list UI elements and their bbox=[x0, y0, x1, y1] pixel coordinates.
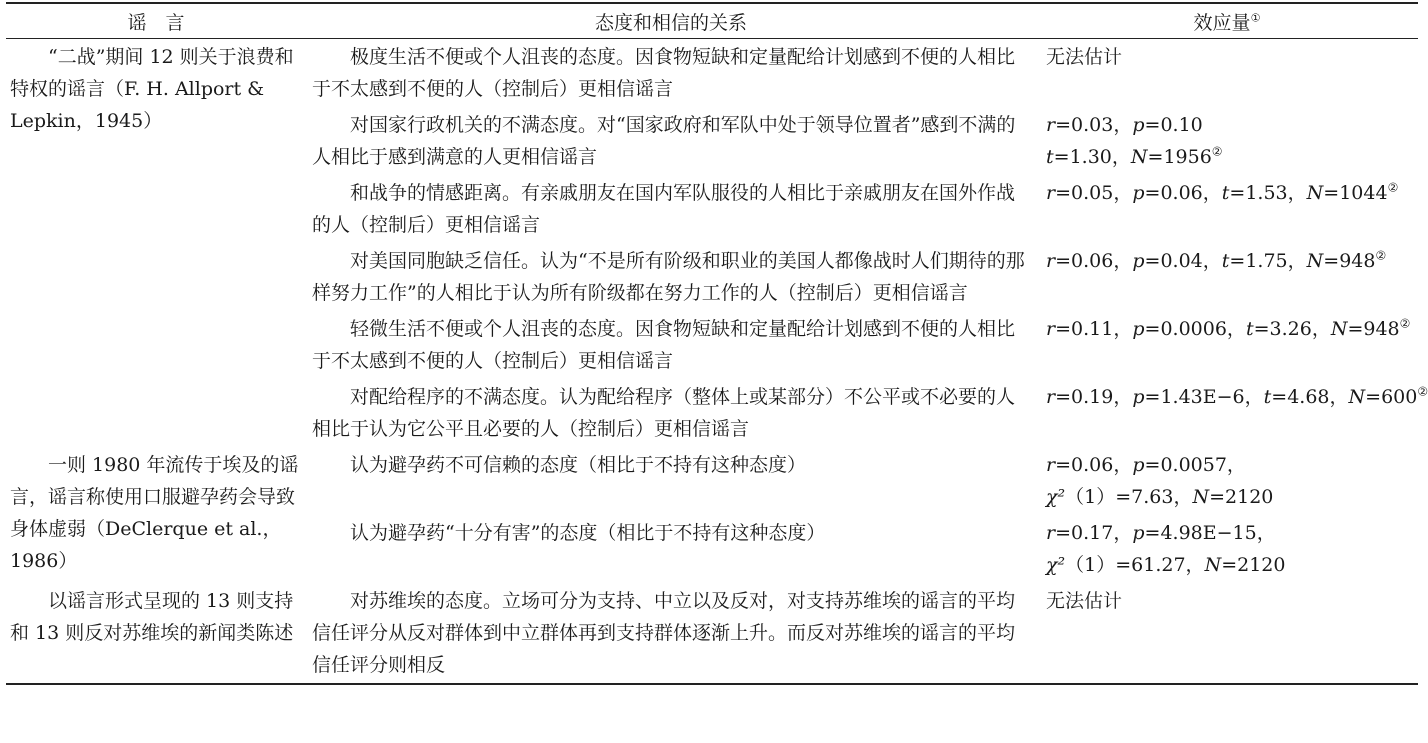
rumor-source-cell: 一则 1980 年流传于埃及的谣言，谣言称使用口服避孕药会导致身体虚弱（DeClerque et al.，1986） bbox=[10, 454, 299, 572]
effect-size-cell: r=0.06，p=0.0057， χ²（1）=7.63，N=2120 bbox=[1046, 454, 1274, 508]
p-label: p bbox=[1132, 182, 1145, 204]
r-label: r bbox=[1046, 250, 1056, 272]
relation-cell: 认为避孕药“十分有害”的态度（相比于不持有这种态度） bbox=[350, 522, 826, 544]
t-label: t bbox=[1245, 318, 1254, 340]
p-value: 0.10 bbox=[1160, 114, 1203, 136]
relation-cell: 对苏维埃的态度。立场可分为支持、中立以及反对，对支持苏维埃的谣言的平均信任评分从反对群体到中立群体再到支持群体逐渐上升。而反对苏维埃的谣言的平均信任评分则相反 bbox=[312, 590, 1016, 676]
table-row bbox=[6, 39, 1418, 107]
bottom-rule bbox=[6, 683, 1418, 685]
relation-cell: 和战争的情感距离。有亲戚朋友在国内军队服役的人相比于亲戚朋友在国外作战的人（控制后）更相信谣言 bbox=[312, 182, 1016, 236]
p-value: 0.04 bbox=[1160, 250, 1203, 272]
p-label: p bbox=[1132, 250, 1145, 272]
effect-size-cell: r=0.11，p=0.0006，t=3.26，N=948② bbox=[1046, 316, 1411, 340]
rumor-attitude-table bbox=[6, 0, 1428, 685]
r-label: r bbox=[1046, 386, 1056, 408]
effect-text: 无法估计 bbox=[1046, 590, 1123, 612]
effect-size-cell: r=0.17，p=4.98E−15， χ²（1）=61.27，N=2120 bbox=[1046, 522, 1286, 576]
r-value: 0.06 bbox=[1071, 250, 1114, 272]
n-label: N bbox=[1192, 486, 1210, 508]
p-value: 0.0057 bbox=[1160, 454, 1227, 476]
note-mark: ② bbox=[1375, 248, 1387, 263]
effect-size-cell: r=0.19，p=1.43E−6，t=4.68，N=600② bbox=[1046, 384, 1428, 408]
n-value: 600 bbox=[1381, 386, 1418, 408]
r-label: r bbox=[1046, 114, 1056, 136]
table-body bbox=[6, 39, 1428, 683]
n-value: 1044 bbox=[1339, 182, 1388, 204]
header-effect-footnote: ① bbox=[1250, 11, 1261, 25]
r-label: r bbox=[1046, 454, 1056, 476]
r-label: r bbox=[1046, 318, 1056, 340]
relation-cell: 认为避孕药不可信赖的态度（相比于不持有这种态度） bbox=[350, 454, 807, 476]
r-value: 0.19 bbox=[1071, 386, 1114, 408]
effect-size-cell bbox=[1036, 583, 1418, 683]
n-label: N bbox=[1204, 554, 1222, 576]
t-value: 1.53 bbox=[1245, 182, 1288, 204]
n-value: 2120 bbox=[1237, 554, 1286, 576]
p-value: 4.98E−15 bbox=[1160, 522, 1257, 544]
t-value: 3.26 bbox=[1269, 318, 1312, 340]
chi-label: χ² bbox=[1046, 486, 1066, 508]
table-header bbox=[6, 4, 1418, 38]
chi-label: χ² bbox=[1046, 554, 1066, 576]
n-label: N bbox=[1330, 318, 1348, 340]
header-effect bbox=[1036, 4, 1418, 38]
relation-cell: 对美国同胞缺乏信任。认为“不是所有阶级和职业的美国人都像战时人们期待的那样努力工作”的人相比于认为所有阶级都在努力工作的人（控制后）更相信谣言 bbox=[312, 250, 1025, 304]
n-value: 948 bbox=[1363, 318, 1400, 340]
table-row bbox=[6, 583, 1418, 683]
r-value: 0.17 bbox=[1071, 522, 1114, 544]
r-label: r bbox=[1046, 522, 1056, 544]
data-table bbox=[6, 4, 1418, 38]
n-label: N bbox=[1348, 386, 1366, 408]
n-value: 2120 bbox=[1225, 486, 1274, 508]
note-mark: ② bbox=[1417, 384, 1428, 399]
effect-size-cell: r=0.05，p=0.06，t=1.53，N=1044② bbox=[1046, 180, 1399, 204]
n-label: N bbox=[1306, 182, 1324, 204]
note-mark: ② bbox=[1387, 180, 1399, 195]
effect-size-cell: r=0.06，p=0.04，t=1.75，N=948② bbox=[1046, 248, 1387, 272]
relation-cell: 轻微生活不便或个人沮丧的态度。因食物短缺和定量配给计划感到不便的人相比于不太感到不便的人（控制后）更相信谣言 bbox=[312, 318, 1016, 372]
n-label: N bbox=[1130, 146, 1148, 168]
r-value: 0.06 bbox=[1071, 454, 1114, 476]
t-label: t bbox=[1221, 250, 1230, 272]
t-value: 1.30 bbox=[1069, 146, 1112, 168]
t-label: t bbox=[1263, 386, 1272, 408]
p-label: p bbox=[1132, 386, 1145, 408]
relation-cell: 对国家行政机关的不满态度。对“国家政府和军队中处于领导位置者”感到不满的人相比于感到满意的人更相信谣言 bbox=[312, 114, 1016, 168]
relation-cell: 对配给程序的不满态度。认为配给程序（整体上或某部分）不公平或不必要的人相比于认为它公平且必要的人（控制后）更相信谣言 bbox=[312, 386, 1016, 440]
note-mark: ② bbox=[1399, 316, 1411, 331]
p-value: 0.06 bbox=[1160, 182, 1203, 204]
r-value: 0.11 bbox=[1071, 318, 1114, 340]
chi-value: （1）=61.27 bbox=[1065, 554, 1186, 576]
p-label: p bbox=[1132, 454, 1145, 476]
r-value: 0.03 bbox=[1071, 114, 1114, 136]
table-row bbox=[6, 447, 1418, 515]
t-label: t bbox=[1046, 146, 1054, 168]
r-label: r bbox=[1046, 182, 1056, 204]
effect-size-cell: r=0.03，p=0.10 t=1.30，N=1956② bbox=[1046, 114, 1223, 168]
chi-value: （1）=7.63 bbox=[1065, 486, 1174, 508]
n-label: N bbox=[1306, 250, 1324, 272]
p-label: p bbox=[1132, 318, 1145, 340]
r-value: 0.05 bbox=[1071, 182, 1114, 204]
header-relation: 态度和相信的关系 bbox=[594, 11, 747, 34]
header-source: 谣 言 bbox=[127, 11, 185, 34]
t-value: 1.75 bbox=[1245, 250, 1288, 272]
effect-text: 无法估计 bbox=[1046, 46, 1123, 68]
t-label: t bbox=[1221, 182, 1230, 204]
rumor-source-cell: 以谣言形式呈现的 13 则支持和 13 则反对苏维埃的新闻类陈述 bbox=[10, 590, 294, 644]
data-table-body bbox=[6, 39, 1428, 683]
p-value: 0.0006 bbox=[1160, 318, 1227, 340]
n-value: 948 bbox=[1339, 250, 1376, 272]
p-value: 1.43E−6 bbox=[1160, 386, 1245, 408]
p-label: p bbox=[1132, 114, 1145, 136]
relation-cell: 极度生活不便或个人沮丧的态度。因食物短缺和定量配给计划感到不便的人相比于不太感到不便的人（控制后）更相信谣言 bbox=[312, 46, 1016, 100]
header-effect-label: 效应量 bbox=[1193, 11, 1251, 34]
n-value: 1956 bbox=[1163, 146, 1212, 168]
effect-size-cell bbox=[1036, 39, 1418, 107]
note-mark: ② bbox=[1211, 144, 1223, 159]
t-value: 4.68 bbox=[1287, 386, 1330, 408]
p-label: p bbox=[1132, 522, 1145, 544]
rumor-source-cell: “二战”期间 12 则关于浪费和特权的谣言（F. H. Allport & Lepkin，1945） bbox=[10, 46, 294, 132]
